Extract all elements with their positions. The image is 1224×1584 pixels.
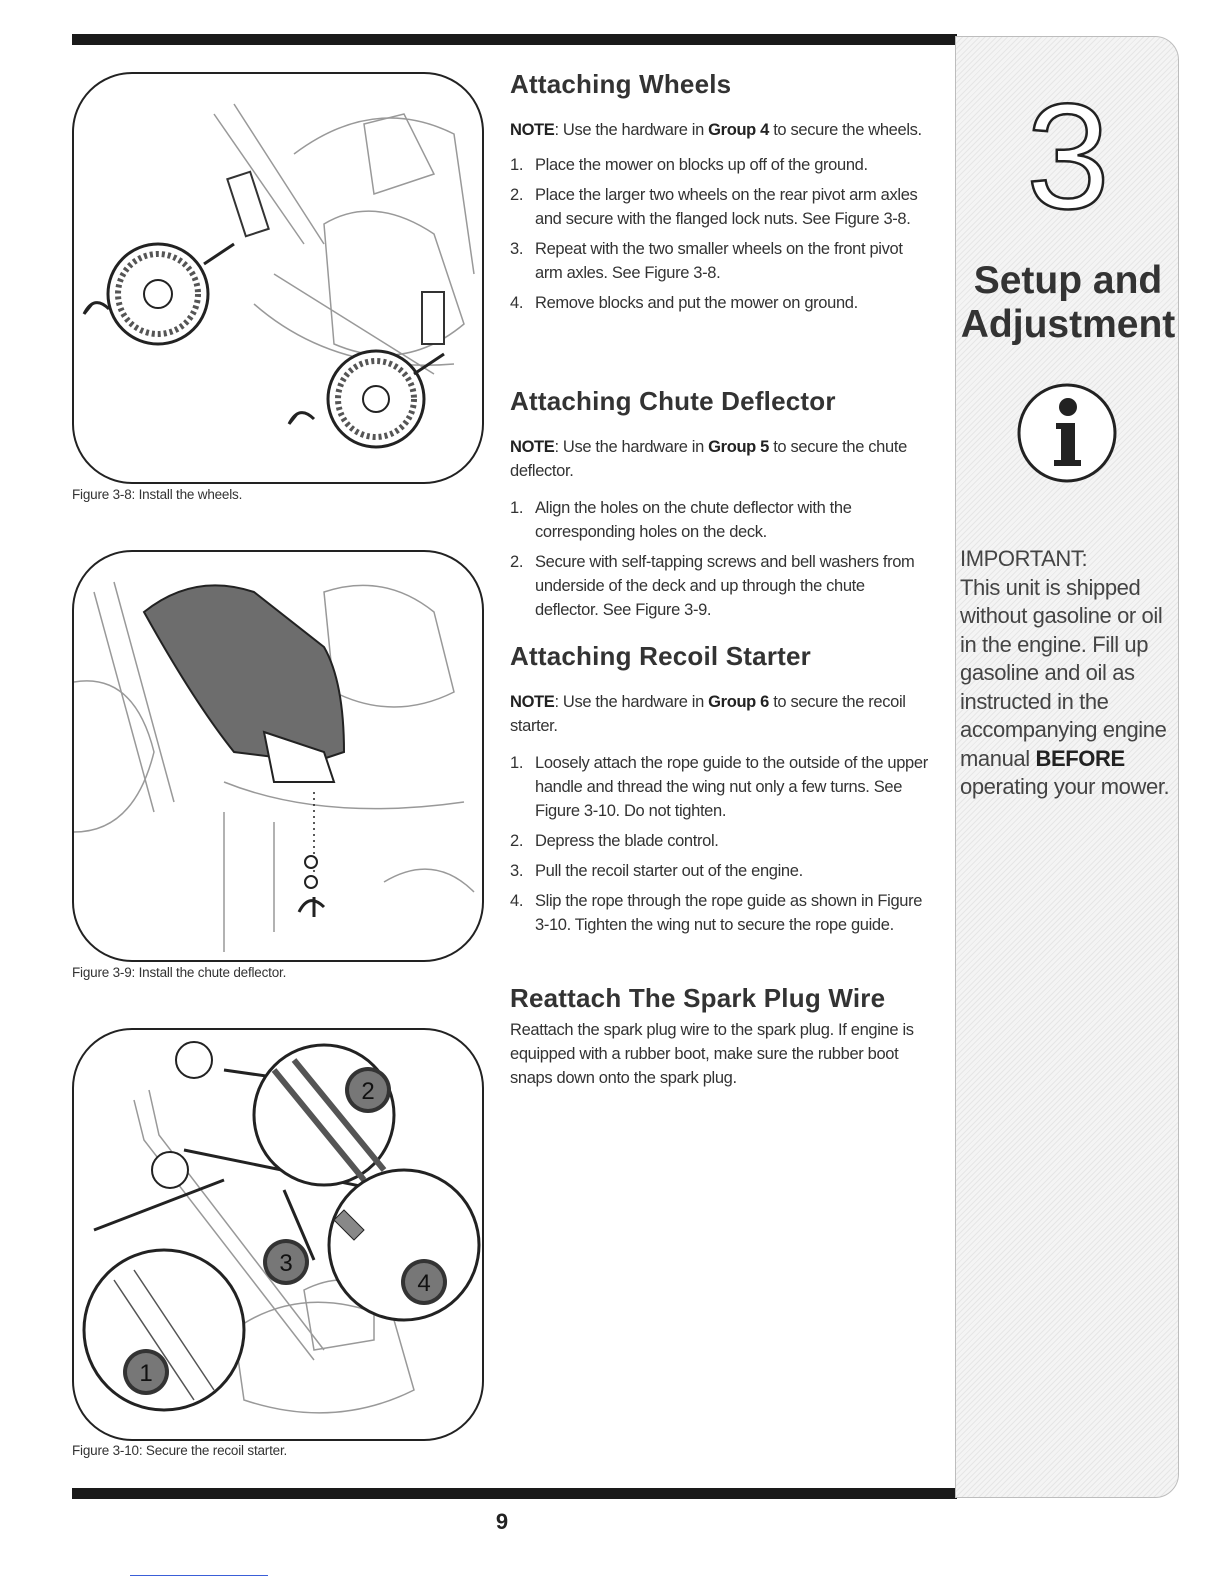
page-number: 9 — [495, 1509, 509, 1534]
note-text: : Use the hardware in — [554, 693, 709, 711]
list-item — [510, 237, 930, 285]
note-text: to secure the wheels. — [768, 121, 922, 139]
section-reattach-spark-plug-wire — [510, 983, 930, 1090]
wheels-illustration — [74, 74, 482, 482]
callout-2: 2 — [361, 1078, 375, 1105]
step-text: Pull the recoil starter out of the engine. — [535, 862, 803, 880]
figure-caption: Figure 3-9: Install the chute deflector. — [72, 965, 287, 980]
section-attaching-recoil-starter — [510, 641, 930, 943]
list-item — [510, 751, 930, 823]
step-text: Align the holes on the chute deflector with the corresponding holes on the deck. — [535, 499, 852, 541]
step-text: Depress the blade control. — [535, 832, 719, 850]
step-text: Loosely attach the rope guide to the outside of the upper handle and thread the wing nut only a few turns. See Figure 3-10. Do not tighten. — [535, 754, 928, 820]
important-notice — [960, 545, 1176, 802]
list-item — [510, 496, 930, 544]
chapter-number: 3 — [1026, 72, 1110, 240]
step-number: 1. — [510, 156, 524, 174]
callout-3: 3 — [279, 1250, 293, 1277]
step-text: Slip the rope through the rope guide as shown in Figure 3-10. Tighten the wing nut to secure the rope guide. — [535, 892, 923, 934]
figure-caption: Figure 3-10: Secure the recoil starter. — [72, 1443, 288, 1458]
section-heading: Attaching Chute Deflector — [510, 386, 836, 416]
chapter-title-line2: Adjustment — [960, 303, 1176, 346]
section-heading: Attaching Wheels — [510, 69, 732, 99]
chute-illustration — [74, 552, 482, 960]
section-attaching-chute-deflector — [510, 386, 930, 628]
note-group: Group 4 — [708, 121, 769, 139]
list-item — [510, 889, 930, 937]
step-text: Place the mower on blocks up off of the ground. — [535, 156, 868, 174]
list-item — [510, 183, 930, 231]
figure-install-wheels — [72, 72, 484, 484]
note-label: NOTE — [510, 693, 555, 711]
note — [510, 118, 930, 142]
step-text: Place the larger two wheels on the rear pivot arm axles and secure with the flanged lock nuts. See Figure 3-8. — [535, 186, 918, 228]
callout-1: 1 — [139, 1360, 153, 1387]
section-attaching-wheels — [510, 69, 930, 321]
section-heading: Reattach The Spark Plug Wire — [510, 983, 886, 1013]
top-rule — [72, 34, 957, 45]
bottom-rule — [72, 1488, 957, 1499]
note-group: Group 5 — [708, 438, 769, 456]
info-icon — [1016, 382, 1118, 484]
note-label: NOTE — [510, 438, 555, 456]
step-number: 2. — [510, 553, 524, 571]
chapter-title-line1: Setup and — [973, 259, 1163, 302]
step-text: Repeat with the two smaller wheels on the front pivot arm axles. See Figure 3-8. — [535, 240, 903, 282]
note-text: to secure the chute deflector. — [510, 438, 907, 480]
figure-caption: Figure 3-8: Install the wheels. — [72, 487, 243, 502]
step-number: 1. — [510, 754, 524, 772]
step-number: 1. — [510, 499, 524, 517]
callout-4: 4 — [417, 1270, 431, 1297]
note — [510, 435, 930, 483]
section-heading: Attaching Recoil Starter — [510, 641, 811, 671]
note-text: : Use the hardware in — [554, 438, 709, 456]
step-text: Remove blocks and put the mower on ground. — [535, 294, 858, 312]
important-text-2: operating your mower. — [960, 774, 1170, 799]
list-item — [510, 291, 930, 315]
list-item — [510, 550, 930, 622]
chapter-title — [956, 259, 1180, 347]
list-item — [510, 829, 930, 853]
step-text: Secure with self-tapping screws and bell washers from underside of the deck and up through the chute deflector. See Figure 3-9. — [535, 553, 915, 619]
step-number: 2. — [510, 832, 524, 850]
step-number: 4. — [510, 892, 524, 910]
figure-secure-recoil-starter — [72, 1028, 484, 1441]
important-bold: BEFORE — [1035, 745, 1125, 771]
recoil-illustration — [74, 1030, 482, 1439]
section-text: Reattach the spark plug wire to the spark plug. If engine is equipped with a rubber boot, make sure the rubber boot snaps down onto the spark plug. — [510, 1021, 914, 1087]
note-text: : Use the hardware in — [554, 121, 709, 139]
list-item — [510, 153, 930, 177]
note — [510, 690, 930, 738]
step-number: 4. — [510, 294, 524, 312]
step-number: 2. — [510, 186, 524, 204]
list-item — [510, 859, 930, 883]
note-text: to secure the recoil starter. — [510, 693, 906, 735]
important-label: IMPORTANT: — [960, 546, 1088, 571]
note-group: Group 6 — [708, 693, 769, 711]
step-number: 3. — [510, 862, 524, 880]
important-text-1: This unit is shipped without gasoline or oil in the engine. Fill up gasoline and oil as instructed in the accompanying engine manual — [960, 574, 1167, 771]
figure-install-chute-deflector — [72, 550, 484, 962]
link-underline — [130, 1575, 268, 1576]
chapter-sidebar — [955, 36, 1179, 1498]
note-label: NOTE — [510, 121, 555, 139]
step-number: 3. — [510, 240, 524, 258]
